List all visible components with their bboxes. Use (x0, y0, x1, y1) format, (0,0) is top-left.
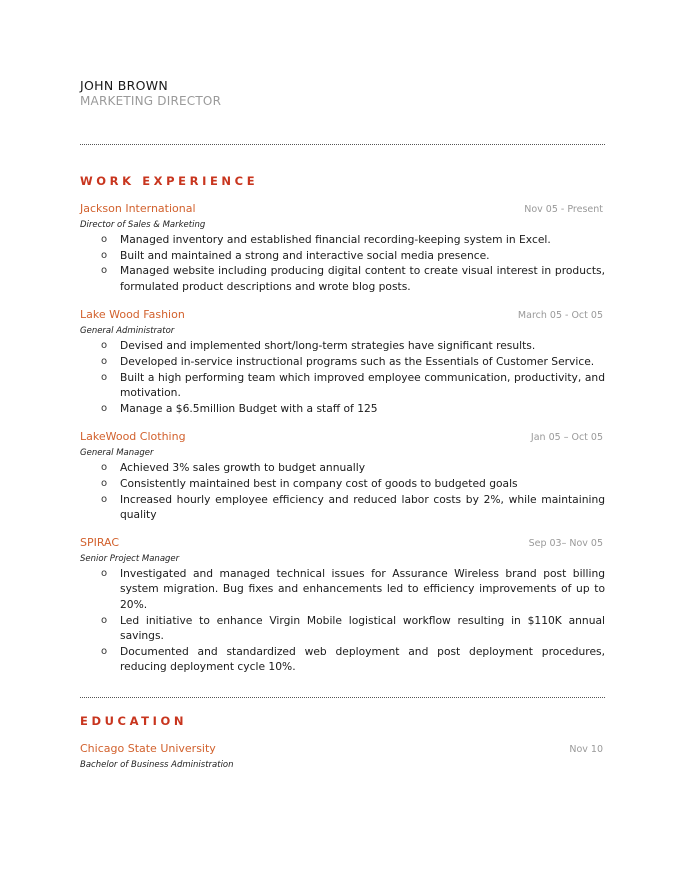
company-name: Jackson International (80, 202, 196, 215)
bullet-text: Built a high performing team which improved employee communication, productivity, and motivation. (120, 370, 605, 400)
company-name: SPIRAC (80, 535, 120, 549)
job-dates: Jan 05 – Oct 05 (530, 432, 603, 444)
bullet-text: Managed inventory and established financial recording-keeping system in Excel. (120, 233, 551, 246)
bullet-item (80, 476, 605, 492)
bullet-item (80, 248, 605, 264)
bullet-text: Increased hourly employee efficiency and reduced labor costs by 2%, while maintaining quality (120, 492, 605, 522)
bullet-mark: o (101, 493, 108, 505)
bullet-item (80, 566, 605, 613)
bullet-mark: o (101, 340, 108, 352)
candidate-role: MARKETING DIRECTOR (80, 94, 222, 108)
bullet-item (80, 354, 605, 370)
bullet-text: Documented and standardized web deployment and post deployment procedures, reducing deployment cycle 10%. (120, 644, 605, 674)
bullet-item (80, 492, 605, 523)
job-title: General Administrator (80, 326, 175, 337)
job-entry (80, 430, 605, 522)
bullet-text: Devised and implemented short/long-term strategies have significant results. (120, 339, 536, 353)
bullet-mark: o (101, 265, 108, 277)
job-title: Director of Sales & Marketing (80, 220, 206, 230)
bullet-text: Developed in-service instructional programs such as the Essentials of Customer Service. (120, 354, 595, 368)
bullet-item (80, 263, 605, 294)
job-dates: Nov 05 - Present (524, 204, 603, 215)
divider (80, 144, 605, 145)
bullet-mark: o (101, 477, 108, 489)
bullet-text: Managed website including producing digital content to create visual interest in products, formulated product descriptions and wrote blog posts. (120, 264, 605, 293)
company-name: LakeWood Clothing (80, 430, 186, 444)
education-dates: Nov 10 (569, 743, 603, 755)
section-heading-work: WORK EXPERIENCE (80, 174, 259, 188)
bullet-mark: o (101, 567, 108, 579)
job-bullets (80, 338, 605, 416)
job-title: General Manager (80, 448, 154, 459)
bullet-item (80, 370, 605, 401)
bullet-text: Consistently maintained best in company cost of goods to budgeted goals (120, 476, 518, 490)
bullet-mark: o (101, 462, 108, 474)
bullet-mark: o (101, 249, 108, 261)
resume-page (80, 78, 605, 771)
bullet-mark: o (101, 645, 108, 657)
bullet-text: Achieved 3% sales growth to budget annually (120, 461, 366, 475)
bullet-item (80, 644, 605, 675)
bullet-mark: o (101, 371, 108, 383)
bullet-text: Investigated and managed technical issues for Assurance Wireless brand post billing system migration. Bug fixes and enhancements led to efficiency improvements of up to 20%. (120, 566, 605, 611)
job-title: Senior Project Manager (80, 553, 180, 564)
school-name: Chicago State University (80, 741, 216, 755)
bullet-mark: o (101, 614, 108, 626)
bullet-mark: o (101, 402, 108, 414)
job-bullets (80, 232, 605, 294)
education-entry (80, 742, 605, 771)
job-dates: March 05 - Oct 05 (517, 310, 603, 322)
bullet-item (80, 401, 605, 417)
divider (80, 697, 605, 698)
bullet-item (80, 232, 605, 248)
job-header (80, 202, 605, 217)
job-bullets (80, 566, 605, 675)
candidate-name: JOHN BROWN (80, 78, 169, 93)
job-header (80, 430, 605, 445)
job-entry (80, 308, 605, 416)
bullet-item (80, 460, 605, 476)
job-entry (80, 202, 605, 294)
bullet-mark: o (101, 355, 108, 367)
section-heading-education: EDUCATION (80, 713, 188, 728)
job-header (80, 308, 605, 323)
bullet-text: Led initiative to enhance Virgin Mobile logistical workflow resulting in $110K annual savings. (120, 613, 605, 643)
degree-title: Bachelor of Business Administration (80, 759, 234, 770)
company-name: Lake Wood Fashion (80, 308, 185, 322)
bullet-text: Built and maintained a strong and interactive social media presence. (120, 248, 490, 262)
bullet-mark: o (101, 234, 108, 245)
bullet-item (80, 613, 605, 644)
education-header (80, 742, 605, 757)
job-dates: Sep 03– Nov 05 (528, 537, 603, 549)
bullet-text: Manage a $6.5million Budget with a staff of 125 (120, 401, 378, 415)
job-entry (80, 536, 605, 675)
bullet-item (80, 338, 605, 354)
job-header (80, 536, 605, 551)
job-bullets (80, 460, 605, 522)
